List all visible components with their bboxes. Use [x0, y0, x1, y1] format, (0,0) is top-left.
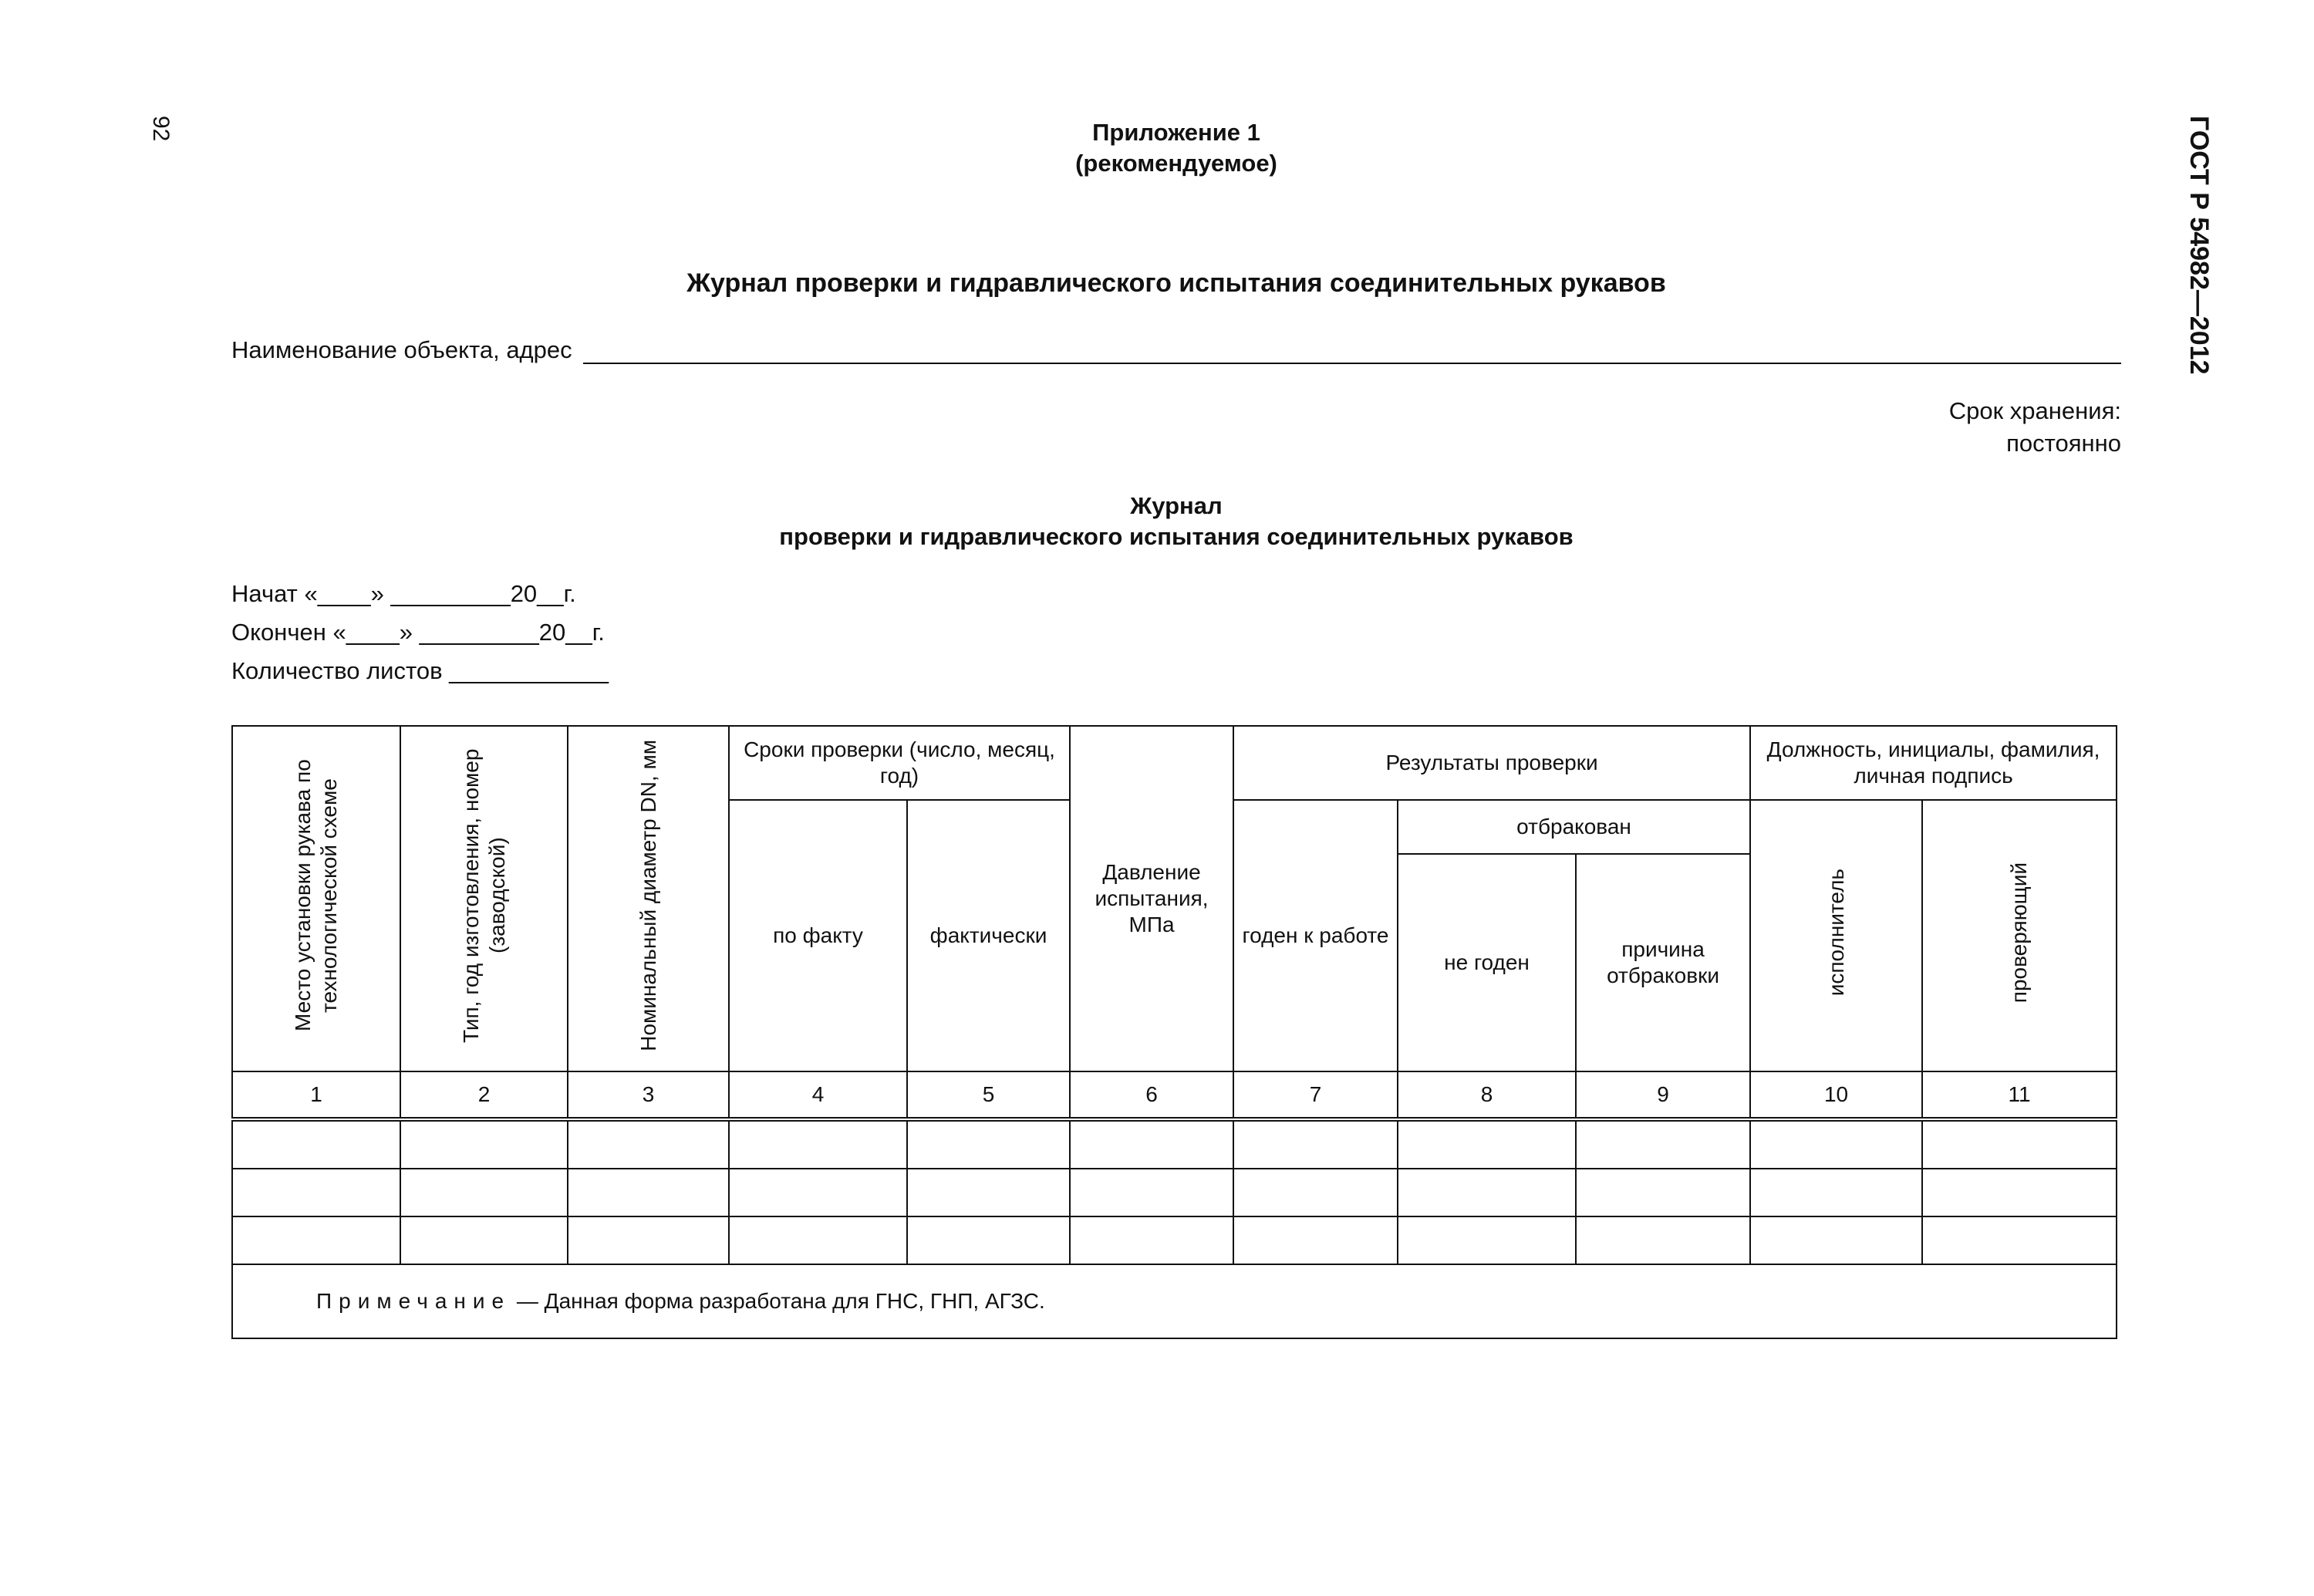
started-date-line: Начат «____» _________20__г.: [231, 580, 576, 607]
column-number: 10: [1750, 1071, 1922, 1119]
table-cell: [1922, 1216, 2117, 1264]
table-cell: [907, 1216, 1070, 1264]
appendix-heading: [231, 117, 2121, 179]
header-test-pressure: Давление испытания, МПа: [1070, 726, 1233, 1071]
table-cell: [1576, 1169, 1750, 1216]
storage-period: [1949, 395, 2121, 460]
table-cell: [1070, 1119, 1233, 1169]
column-number: 7: [1233, 1071, 1398, 1119]
column-number: 6: [1070, 1071, 1233, 1119]
storage-value: постоянно: [2006, 430, 2121, 457]
header-position-signature: Должность, инициалы, фамилия, личная подпись: [1750, 726, 2117, 800]
table-cell: [1750, 1119, 1922, 1169]
header-performer: исполнитель: [1750, 800, 1922, 1071]
table-cell: [907, 1119, 1070, 1169]
note-label: Примечание: [316, 1289, 511, 1313]
table-cell: [1398, 1169, 1576, 1216]
object-address-label: Наименование объекта, адрес: [231, 336, 572, 363]
table-row: [232, 1119, 2117, 1169]
table-cell: [907, 1169, 1070, 1216]
column-number: 2: [400, 1071, 568, 1119]
table-cell: [729, 1216, 907, 1264]
column-number: 11: [1922, 1071, 2117, 1119]
table-cell: [568, 1119, 729, 1169]
table-cell: [1070, 1169, 1233, 1216]
journal-table: [231, 725, 2117, 1339]
appendix-number: Приложение 1: [1092, 119, 1260, 146]
table-row: [232, 1216, 2117, 1264]
page-number: 92: [148, 116, 174, 142]
header-nominal-diameter: Номинальный диаметр DN, мм: [568, 726, 729, 1071]
table-cell: [1233, 1169, 1398, 1216]
storage-label: Срок хранения:: [1948, 397, 2121, 424]
table-cell: [1233, 1216, 1398, 1264]
column-number: 8: [1398, 1071, 1576, 1119]
header-fit-for-work: годен к работе: [1233, 800, 1398, 1071]
appendix-status: (рекомендуемое): [1075, 150, 1277, 177]
table-cell: [1922, 1169, 2117, 1216]
journal-title-line2: проверки и гидравлического испытания соединительных рукавов: [779, 523, 1574, 550]
table-cell: [568, 1169, 729, 1216]
table-cell: [232, 1216, 400, 1264]
column-number: 9: [1576, 1071, 1750, 1119]
column-number: 5: [907, 1071, 1070, 1119]
table-cell: [400, 1119, 568, 1169]
header-check-results: Результаты проверки: [1233, 726, 1750, 800]
document-code: ГОСТ Р 54982—2012: [2184, 116, 2214, 375]
table-cell: [1750, 1169, 1922, 1216]
table-note: [232, 1264, 2117, 1338]
table-cell: [1398, 1216, 1576, 1264]
column-number: 1: [232, 1071, 400, 1119]
finished-date-line: Окончен «____» _________20__г.: [231, 619, 605, 646]
table-cell: [1398, 1119, 1576, 1169]
table-cell: [1233, 1119, 1398, 1169]
table-cell: [1576, 1119, 1750, 1169]
table-row: [232, 1169, 2117, 1216]
journal-title-line1: Журнал: [1130, 492, 1223, 519]
table-cell: [400, 1169, 568, 1216]
table-cell: [1070, 1216, 1233, 1264]
column-number: 3: [568, 1071, 729, 1119]
header-reject-reason: причина отбраковки: [1576, 854, 1750, 1071]
column-numbers-row: [232, 1071, 2117, 1119]
header-install-location: Место установки рукава по технологической схеме: [232, 726, 400, 1071]
object-address-field: [231, 336, 2121, 364]
table-cell: [1750, 1216, 1922, 1264]
table-cell: [1922, 1119, 2117, 1169]
header-date-factual: фактически: [907, 800, 1070, 1071]
main-title: Журнал проверки и гидравлического испытания соединительных рукавов: [686, 268, 1666, 298]
table-cell: [1576, 1216, 1750, 1264]
header-check-dates: Сроки проверки (число, месяц, год): [729, 726, 1070, 800]
header-date-actual: по факту: [729, 800, 907, 1071]
table-cell: [729, 1119, 907, 1169]
table-cell: [400, 1216, 568, 1264]
header-type-year-number: Тип, год изготовления, номер (заводской): [400, 726, 568, 1071]
sheet-count-line: Количество листов ____________: [231, 657, 609, 684]
note-text: — Данная форма разработана для ГНС, ГНП, АГЗС.: [511, 1289, 1045, 1313]
object-address-blank: [583, 339, 2121, 364]
journal-title: [231, 491, 2121, 552]
table-cell: [729, 1169, 907, 1216]
table-cell: [232, 1169, 400, 1216]
table-cell: [568, 1216, 729, 1264]
header-rejected: отбракован: [1398, 800, 1750, 854]
header-unfit: не годен: [1398, 854, 1576, 1071]
table-cell: [232, 1119, 400, 1169]
header-inspector: проверяющий: [1922, 800, 2117, 1071]
column-number: 4: [729, 1071, 907, 1119]
